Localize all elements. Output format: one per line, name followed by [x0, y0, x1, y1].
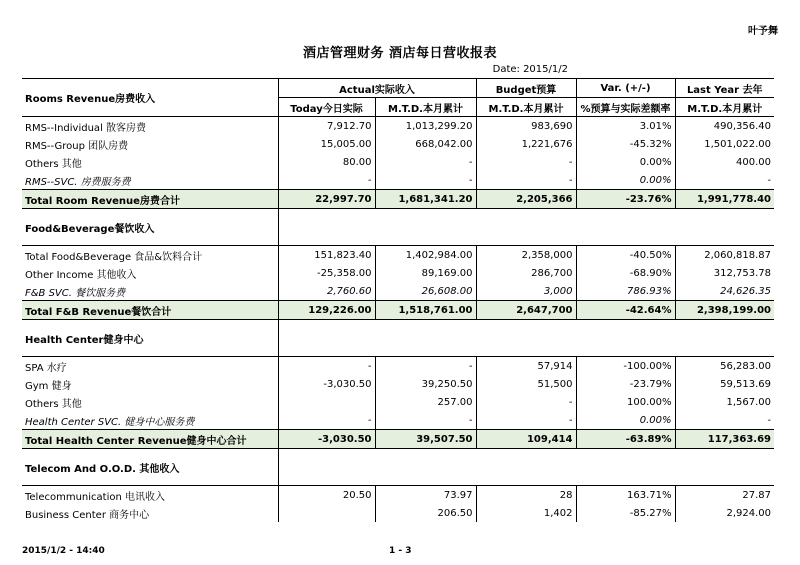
cell-variance: -23.76%	[576, 190, 675, 209]
table-row	[22, 153, 774, 171]
header-last-year-mtd: M.T.D.本月累计	[675, 98, 774, 117]
cell-mtd: -	[375, 153, 476, 171]
header-today: Today今日实际	[278, 98, 375, 117]
table-row	[22, 117, 774, 136]
cell-variance: -42.64%	[576, 301, 675, 320]
cell-last-year: 490,356.40	[713, 120, 771, 132]
row-label: Others 其他	[22, 153, 278, 171]
cell-variance: 163.71%	[576, 486, 675, 505]
cell-last-year: 312,753.78	[713, 267, 771, 279]
row-label: Business Center 商务中心	[22, 504, 278, 522]
cell-mtd: -	[375, 171, 476, 190]
row-label: Total Food&Beverage 食品&饮料合计	[22, 246, 278, 265]
table-row	[22, 264, 774, 282]
cell-today	[278, 393, 375, 411]
cell-last-year: 400.00	[736, 156, 771, 168]
table-row	[22, 393, 774, 411]
table-row	[22, 246, 774, 265]
cell-today: 80.00	[278, 153, 375, 171]
cell-mtd: 89,169.00	[375, 264, 476, 282]
cell-today: 15,005.00	[278, 135, 375, 153]
cell-today: -3,030.50	[278, 375, 375, 393]
revenue-table	[22, 78, 774, 522]
cell-last-year: -	[767, 174, 771, 186]
row-label: Telecommunication 电讯收入	[22, 486, 278, 505]
cell-mtd: 39,250.50	[375, 375, 476, 393]
cell-last-year: 1,501,022.00	[704, 138, 771, 150]
header-variance-desc: %预算与实际差额率	[576, 98, 675, 117]
table-row	[22, 135, 774, 153]
header-budget: Budget预算	[476, 79, 576, 98]
cell-budget: 286,700	[476, 264, 576, 282]
cell-variance: 0.00%	[576, 171, 675, 190]
cell-variance: -45.32%	[576, 135, 675, 153]
cell-budget: -	[476, 393, 576, 411]
cell-variance: -68.90%	[576, 264, 675, 282]
cell-mtd: 1,402,984.00	[375, 246, 476, 265]
cell-mtd: 1,681,341.20	[375, 190, 476, 209]
total-row	[22, 430, 774, 449]
row-label: SPA 水疗	[22, 357, 278, 376]
cell-today: 151,823.40	[278, 246, 375, 265]
cell-today: 7,912.70	[278, 117, 375, 136]
header-budget-mtd: M.T.D.本月累计	[476, 98, 576, 117]
cell-budget: 2,647,700	[476, 301, 576, 320]
table-row	[22, 504, 774, 522]
footer-page-number: 1 - 3	[389, 546, 412, 556]
cell-today: 20.50	[278, 486, 375, 505]
cell-mtd: 257.00	[375, 393, 476, 411]
header-actual: Actual实际收入	[278, 79, 476, 98]
header-last-year: Last Year 去年	[675, 79, 774, 98]
cell-variance: -85.27%	[576, 504, 675, 522]
cell-budget: 2,205,366	[476, 190, 576, 209]
report-date: Date: 2015/1/2	[492, 64, 568, 75]
cell-last-year: 2,060,818.87	[704, 249, 771, 261]
total-label: Total Room Revenue房费合计	[22, 190, 278, 209]
cell-variance: 3.01%	[576, 117, 675, 136]
cell-variance: -63.89%	[576, 430, 675, 449]
cell-variance: -23.79%	[576, 375, 675, 393]
row-label: RMS--Group 团队房费	[22, 135, 278, 153]
cell-mtd: 206.50	[375, 504, 476, 522]
row-label: RMS--Individual 散客房费	[22, 117, 278, 136]
section-title: Telecom And O.O.D. 其他收入	[22, 449, 278, 486]
header-mtd: M.T.D.本月累计	[375, 98, 476, 117]
section-title: Health Center健身中心	[22, 320, 278, 357]
table-row	[22, 375, 774, 393]
cell-budget: 3,000	[476, 282, 576, 301]
cell-today: 2,760.60	[278, 282, 375, 301]
cell-budget: 1,402	[476, 504, 576, 522]
cell-mtd: 1,013,299.20	[375, 117, 476, 136]
cell-last-year: 27.87	[742, 489, 771, 501]
cell-mtd: -	[375, 357, 476, 376]
cell-variance: -40.50%	[576, 246, 675, 265]
cell-today: -25,358.00	[278, 264, 375, 282]
row-label: Others 其他	[22, 393, 278, 411]
header-rooms-revenue: Rooms Revenue房费收入	[22, 79, 278, 117]
corner-label: 叶予舞	[748, 26, 778, 37]
cell-today: -	[278, 411, 375, 430]
cell-today: 22,997.70	[278, 190, 375, 209]
cell-budget: -	[476, 153, 576, 171]
cell-mtd: 26,608.00	[375, 282, 476, 301]
row-label: RMS--SVC. 房费服务费	[22, 171, 278, 190]
cell-today: 129,226.00	[278, 301, 375, 320]
total-label: Total Health Center Revenue健身中心合计	[22, 430, 278, 449]
table-row	[22, 357, 774, 376]
cell-budget: 983,690	[476, 117, 576, 136]
total-label: Total F&B Revenue餐饮合计	[22, 301, 278, 320]
section-title: Food&Beverage餐饮收入	[22, 209, 278, 246]
table-row	[22, 411, 774, 430]
cell-mtd: 73.97	[375, 486, 476, 505]
cell-today: -	[278, 357, 375, 376]
cell-last-year: 1,991,778.40	[675, 190, 774, 209]
cell-today	[278, 504, 375, 522]
cell-variance: 100.00%	[576, 393, 675, 411]
total-row	[22, 301, 774, 320]
header-row-1	[22, 79, 774, 98]
row-label: F&B SVC. 餐饮服务费	[22, 282, 278, 301]
cell-budget: 2,358,000	[476, 246, 576, 265]
cell-budget: 1,221,676	[476, 135, 576, 153]
section-row	[22, 449, 774, 486]
cell-budget: -	[476, 171, 576, 190]
cell-last-year: 24,626.35	[720, 285, 771, 297]
cell-mtd: 39,507.50	[375, 430, 476, 449]
table-row	[22, 282, 774, 301]
cell-last-year: 2,398,199.00	[675, 301, 774, 320]
table-row	[22, 486, 774, 505]
row-label: Other Income 其他收入	[22, 264, 278, 282]
cell-variance: 0.00%	[576, 411, 675, 430]
cell-today: -3,030.50	[278, 430, 375, 449]
total-row	[22, 190, 774, 209]
cell-mtd: 668,042.00	[375, 135, 476, 153]
report-title: 酒店管理财务 酒店每日营收报表	[302, 46, 498, 61]
cell-budget: 28	[476, 486, 576, 505]
cell-last-year: 117,363.69	[675, 430, 774, 449]
section-row	[22, 320, 774, 357]
cell-budget: 57,914	[476, 357, 576, 376]
cell-variance: -100.00%	[576, 357, 675, 376]
cell-last-year: 1,567.00	[726, 396, 771, 408]
cell-today: -	[278, 171, 375, 190]
cell-variance: 786.93%	[576, 282, 675, 301]
cell-budget: 51,500	[476, 375, 576, 393]
section-row	[22, 209, 774, 246]
cell-budget: 109,414	[476, 430, 576, 449]
footer-timestamp: 2015/1/2 - 14:40	[22, 546, 105, 556]
cell-last-year: 56,283.00	[720, 360, 771, 372]
row-label: Gym 健身	[22, 375, 278, 393]
cell-last-year: -	[767, 414, 771, 426]
cell-last-year: 2,924.00	[726, 507, 771, 519]
cell-budget: -	[476, 411, 576, 430]
cell-variance: 0.00%	[576, 153, 675, 171]
header-variance: Var. (+/-)	[576, 79, 675, 98]
cell-mtd: 1,518,761.00	[375, 301, 476, 320]
row-label: Health Center SVC. 健身中心服务费	[22, 411, 278, 430]
cell-mtd: -	[375, 411, 476, 430]
cell-last-year: 59,513.69	[720, 378, 771, 390]
table-row	[22, 171, 774, 190]
